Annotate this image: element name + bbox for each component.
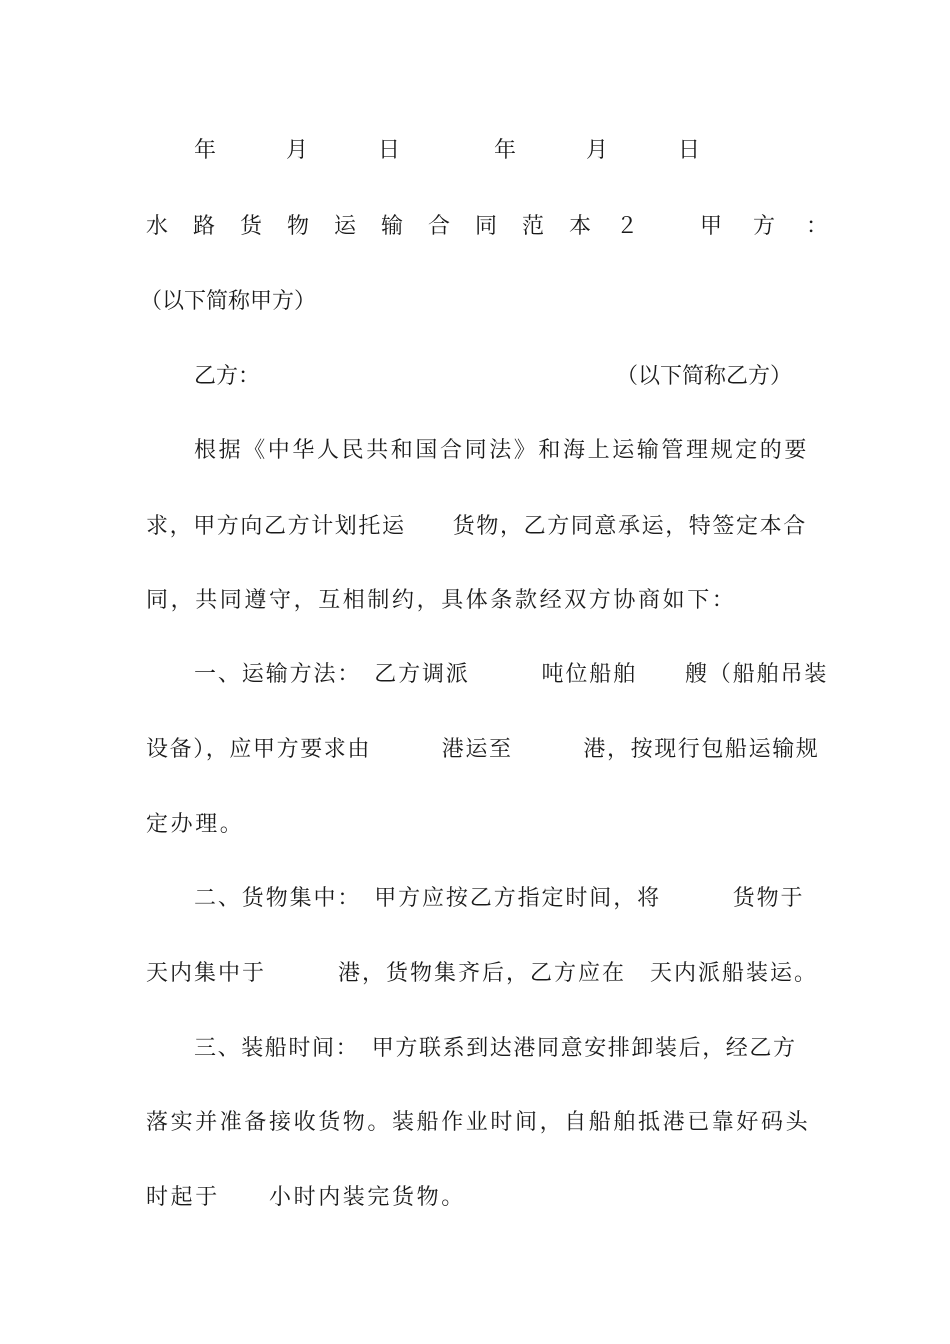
date-left: 年 月 日 — [194, 138, 425, 163]
intro-line-2: 求，甲方向乙方计划托运 货物，乙方同意承运，特签定本合 — [146, 514, 807, 539]
clause1-line-1: 一、运输方法： 乙方调派 吨位船舶 艘（船舶吊装 — [194, 662, 829, 687]
party-a-label: 甲方： — [700, 214, 860, 239]
party-b-label: 乙方： — [194, 364, 261, 389]
date-right: 年 月 日 — [494, 138, 725, 163]
clause2-line-2: 天内集中于 港，货物集齐后，乙方应在 天内派船装运。 — [146, 961, 819, 986]
intro-line-1: 根据《中华人民共和国合同法》和海上运输管理规定的要 — [194, 438, 810, 463]
party-b-line — [0, 362, 950, 392]
date-line — [0, 136, 950, 166]
clause3-line-2: 落实并准备接收货物。装船作业时间，自船舶抵港已靠好码头 — [146, 1110, 811, 1135]
clause3-line-1: 三、装船时间： 甲方联系到达港同意安排卸装后，经乙方 — [194, 1036, 797, 1061]
clause3-line-3: 时起于 小时内装完货物。 — [146, 1185, 466, 1210]
intro-line-3: 同，共同遵守，互相制约，具体条款经双方协商如下： — [146, 588, 737, 613]
title-line — [0, 212, 950, 242]
clause2-line-1: 二、货物集中： 甲方应按乙方指定时间，将 货物于 — [194, 886, 805, 911]
party-a-abbrev-line — [0, 287, 950, 317]
document-title: 水路货物运输合同范本２ — [146, 214, 664, 239]
clause1-line-2: 设备），应甲方要求由 港运至 港，按现行包船运输规 — [146, 737, 820, 762]
clause1-line-3: 定办理。 — [146, 812, 245, 837]
party-b-abbrev: （以下简称乙方） — [616, 364, 793, 389]
party-a-abbrev: （以下简称甲方） — [140, 289, 317, 314]
